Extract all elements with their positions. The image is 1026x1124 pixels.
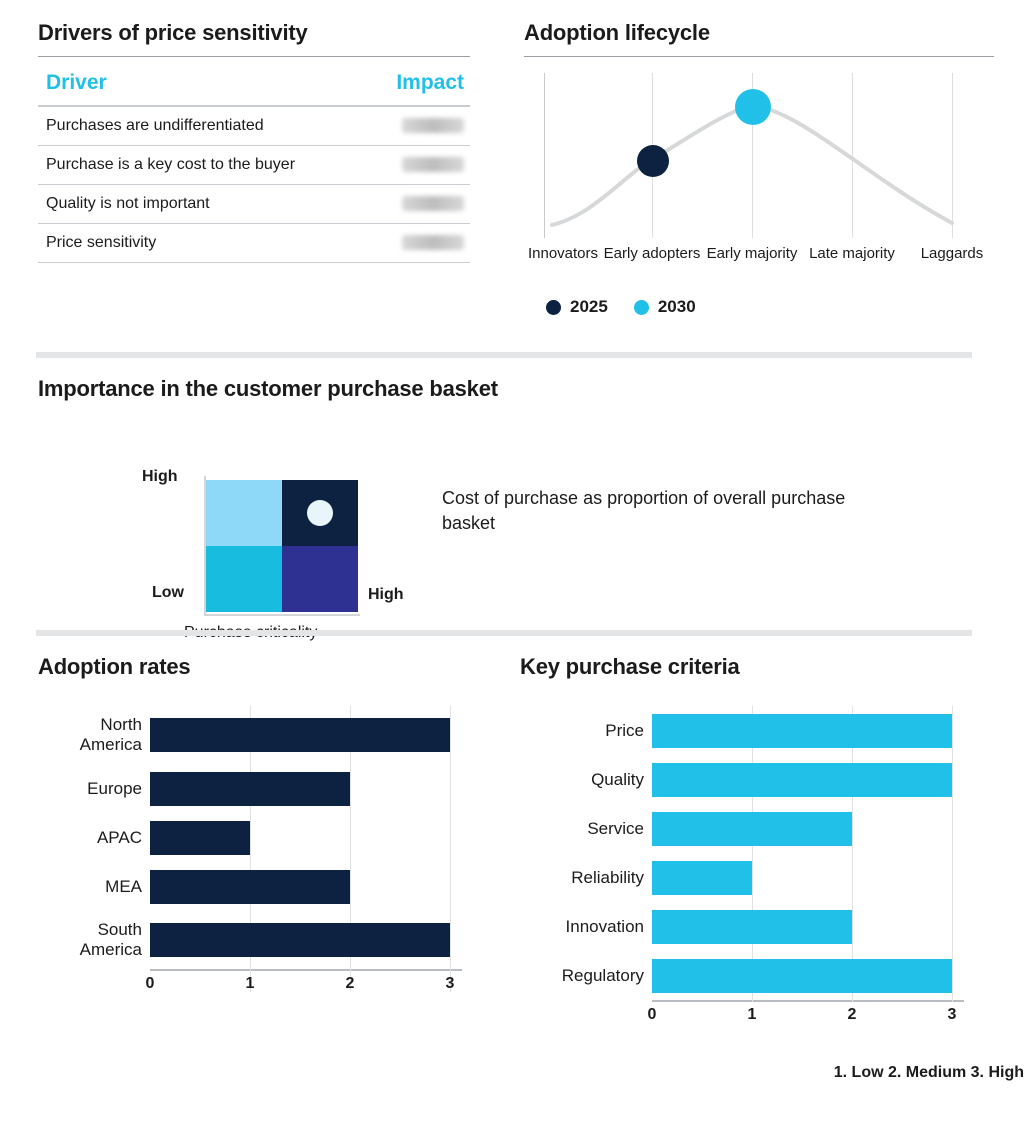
key-purchase-criteria-panel: [520, 654, 980, 1026]
bar-row: [520, 804, 980, 853]
key-purchase-criteria-chart: [520, 706, 980, 1026]
bar-row: [520, 706, 980, 755]
bar-value: [652, 714, 952, 748]
marker-2030: [735, 89, 771, 125]
x-tick-label: Early adopters: [603, 245, 701, 262]
section-divider: [36, 630, 972, 636]
section-divider: [36, 352, 972, 358]
table-row: [38, 224, 470, 263]
x-tick-label: Late majority: [809, 245, 895, 262]
adoption-lifecycle-panel: [524, 20, 994, 317]
x-tick-label: Innovators: [527, 245, 599, 262]
bar-value: [150, 923, 450, 957]
bar-category-label: Quality: [591, 769, 644, 789]
bar-row: [520, 902, 980, 951]
column-header-impact: Impact: [366, 65, 470, 106]
drivers-panel: [38, 20, 470, 263]
bar-track: [652, 861, 980, 895]
bar-category-label: North America: [79, 715, 142, 754]
bar-row: [38, 862, 478, 911]
bar-row: [38, 813, 478, 862]
bar-category-label: Price: [605, 720, 644, 740]
legend-swatch-icon: [546, 300, 561, 315]
x-axis-ticks: [647, 1002, 964, 1026]
x-tick-label: 3: [947, 1006, 957, 1023]
cell-driver: Purchase is a key cost to the buyer: [38, 146, 366, 185]
x-tick-label: 1: [245, 975, 255, 992]
x-tick-label: 0: [145, 975, 155, 992]
bar-category-label: Service: [587, 818, 644, 838]
x-tick-high: High: [368, 586, 404, 603]
table-row: [38, 185, 470, 224]
bar-category-label: Europe: [87, 778, 142, 798]
lifecycle-x-labels: [524, 245, 994, 291]
key-purchase-criteria-title: Key purchase criteria: [520, 654, 740, 679]
bar-track: [652, 910, 980, 944]
bar-track: [652, 812, 980, 846]
bar-value: [652, 910, 852, 944]
quadrant-low-high: [282, 546, 358, 612]
x-tick-label: Early majority: [706, 245, 798, 262]
lifecycle-legend: [524, 297, 994, 317]
cell-driver: Price sensitivity: [38, 224, 366, 263]
bar-category-label: Regulatory: [561, 965, 644, 985]
redacted-value: [402, 235, 464, 250]
purchase-basket-title: Importance in the customer purchase basket: [38, 376, 498, 401]
scale-legend-note: 1. Low 2. Medium 3. High: [833, 1064, 1024, 1081]
bar-row: [520, 951, 980, 1000]
quadrant-high-low: [206, 480, 282, 546]
table-row: [38, 106, 470, 146]
divider: [524, 56, 994, 57]
drivers-table: [38, 65, 470, 263]
cell-impact: [366, 185, 470, 224]
bar-category-label: Innovation: [565, 916, 644, 936]
legend-label: 2025: [570, 297, 608, 316]
adoption-rates-chart: [38, 706, 478, 995]
bar-track: [150, 772, 478, 806]
bar-value: [150, 870, 350, 904]
bar-track: [150, 821, 478, 855]
x-axis-ticks: [145, 971, 462, 995]
highlight-dot-icon: [307, 500, 333, 526]
y-tick-high: High: [142, 468, 178, 485]
x-tick-label: 2: [345, 975, 355, 992]
x-tick-label: 0: [647, 1006, 657, 1023]
table-header-row: [38, 65, 470, 106]
x-tick-label: 1: [747, 1006, 757, 1023]
drivers-title: Drivers of price sensitivity: [38, 20, 308, 45]
legend-item-2025: [546, 297, 608, 317]
cell-impact: [366, 106, 470, 146]
cell-impact: [366, 224, 470, 263]
quadrant-low-low: [206, 546, 282, 612]
divider: [38, 56, 470, 57]
quadrant-high-high: [282, 480, 358, 546]
adoption-rates-title: Adoption rates: [38, 654, 191, 679]
x-tick-label: 3: [445, 975, 455, 992]
bar-row: [38, 764, 478, 813]
bar-track: [150, 718, 478, 752]
adoption-lifecycle-title: Adoption lifecycle: [524, 20, 710, 45]
table-row: [38, 146, 470, 185]
cell-impact: [366, 146, 470, 185]
x-axis-line: [204, 614, 360, 616]
bar-track: [652, 959, 980, 993]
bar-value: [652, 861, 752, 895]
bar-value: [150, 821, 250, 855]
bar-category-label: Reliability: [571, 867, 644, 887]
x-tick-label: 2: [847, 1006, 857, 1023]
marker-2025: [637, 145, 669, 177]
redacted-value: [402, 118, 464, 133]
cell-driver: Purchases are undifferentiated: [38, 106, 366, 146]
bar-value: [150, 718, 450, 752]
adoption-rates-panel: [38, 654, 478, 995]
column-header-driver: Driver: [38, 65, 366, 106]
bar-value: [652, 763, 952, 797]
bar-value: [150, 772, 350, 806]
bar-value: [652, 812, 852, 846]
bar-track: [652, 714, 980, 748]
bar-track: [652, 763, 980, 797]
bar-category-label: MEA: [105, 876, 142, 896]
bar-category-label: South America: [79, 920, 142, 959]
legend-swatch-icon: [634, 300, 649, 315]
bar-track: [150, 870, 478, 904]
purchase-basket-panel: [38, 376, 978, 666]
bar-row: [520, 755, 980, 804]
bar-value: [652, 959, 952, 993]
cell-driver: Quality is not important: [38, 185, 366, 224]
legend-item-2030: [634, 297, 696, 317]
legend-label: 2030: [657, 297, 696, 316]
redacted-value: [402, 196, 464, 211]
bar-track: [150, 923, 478, 957]
matrix-quadrants: [206, 480, 358, 612]
matrix-annotation: Cost of purchase as proportion of overall purchase basket: [442, 488, 846, 533]
y-tick-low: Low: [152, 584, 184, 601]
redacted-value: [402, 157, 464, 172]
x-tick-label: Laggards: [920, 245, 984, 262]
lifecycle-chart: [524, 65, 994, 245]
bar-category-label: APAC: [96, 827, 142, 847]
bar-row: [38, 911, 478, 969]
bar-row: [520, 853, 980, 902]
bar-row: [38, 706, 478, 764]
